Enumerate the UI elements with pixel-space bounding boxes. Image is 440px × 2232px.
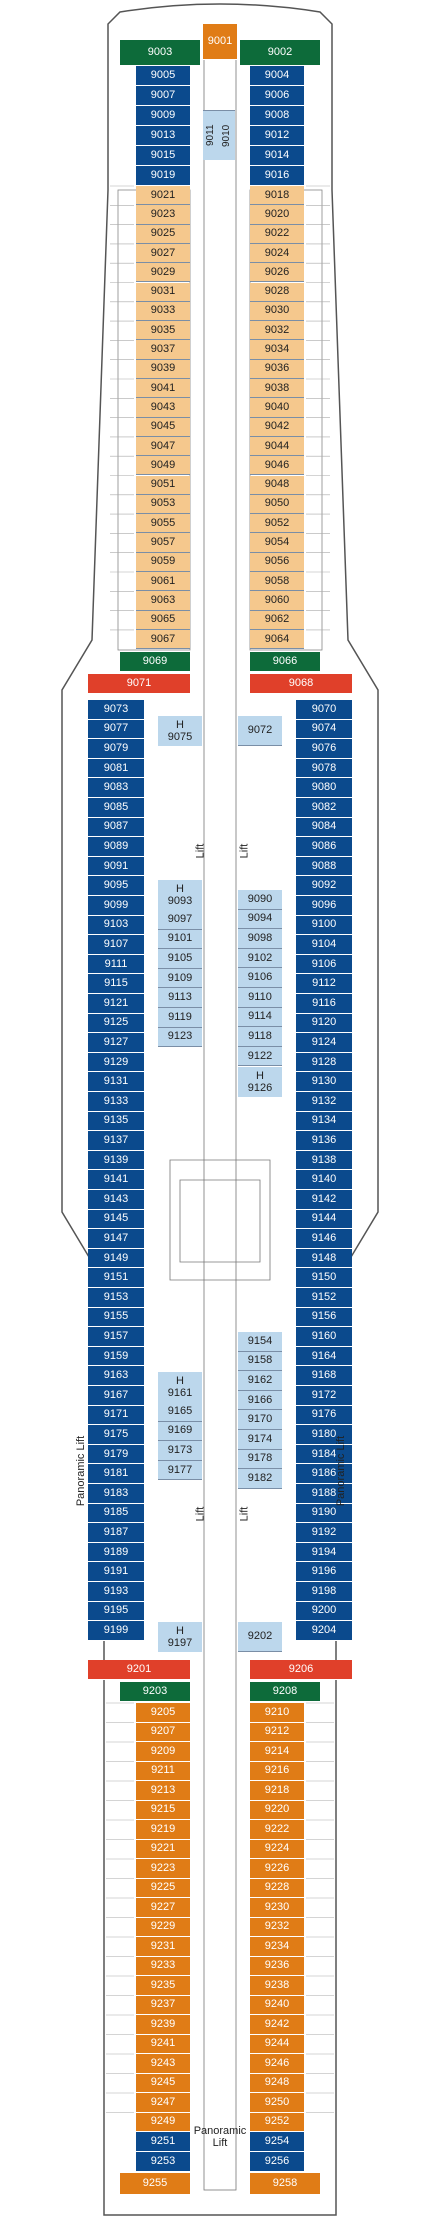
cabin[interactable]: 9012: [250, 126, 304, 146]
cabin[interactable]: 9124: [296, 1033, 352, 1053]
cabin[interactable]: 9033: [136, 302, 190, 321]
cabin[interactable]: 9091: [88, 857, 144, 877]
cabin[interactable]: 9096: [296, 896, 352, 916]
cabin[interactable]: 9133: [88, 1092, 144, 1112]
cabin[interactable]: 9048: [250, 476, 304, 495]
cabin[interactable]: 9004: [250, 66, 304, 86]
cabin[interactable]: 9123: [158, 1028, 202, 1048]
cabin[interactable]: 9027: [136, 244, 190, 263]
cabin[interactable]: 9221: [136, 1840, 190, 1860]
cabin[interactable]: 9114: [238, 1008, 282, 1028]
cabin[interactable]: 9230: [250, 1898, 304, 1918]
cabin[interactable]: 9019: [136, 166, 190, 186]
cabin[interactable]: 9039: [136, 360, 190, 379]
cabin[interactable]: 9173: [158, 1441, 202, 1461]
cabin[interactable]: 9144: [296, 1210, 352, 1230]
cabin[interactable]: 9077: [88, 720, 144, 740]
cabin[interactable]: 9208: [250, 1682, 320, 1702]
cabin[interactable]: 9097: [158, 910, 202, 930]
cabin[interactable]: 9205: [136, 1703, 190, 1723]
cabin[interactable]: 9002: [240, 40, 320, 66]
cabin[interactable]: 9118: [238, 1027, 282, 1047]
cabin-accessible[interactable]: [238, 1067, 282, 1097]
panoramic-lift-label-right: Panoramic Lift: [335, 1435, 348, 1507]
cabin[interactable]: 9189: [88, 1543, 144, 1563]
cabin-number: 9161: [167, 1387, 193, 1399]
cabin[interactable]: 9180: [296, 1425, 352, 1445]
cabin[interactable]: 9030: [250, 302, 304, 321]
cabin[interactable]: 9007: [136, 86, 190, 106]
cabin[interactable]: 9071: [88, 674, 190, 694]
cabin[interactable]: 9029: [136, 263, 190, 282]
cabin[interactable]: 9051: [136, 476, 190, 495]
cabin[interactable]: 9061: [136, 572, 190, 591]
cabin[interactable]: 9148: [296, 1249, 352, 1269]
cabin[interactable]: 9098: [238, 929, 282, 949]
cabin[interactable]: 9219: [136, 1820, 190, 1840]
cabin[interactable]: 9188: [296, 1484, 352, 1504]
cabin[interactable]: 9054: [250, 533, 304, 552]
cabin[interactable]: 9213: [136, 1781, 190, 1801]
cabin[interactable]: 9251: [136, 2132, 190, 2152]
cabin[interactable]: 9244: [250, 2035, 304, 2055]
cabin[interactable]: 9008: [250, 106, 304, 126]
cabin[interactable]: 9250: [250, 2093, 304, 2113]
cabin[interactable]: 9215: [136, 1801, 190, 1821]
cabin[interactable]: 9034: [250, 340, 304, 359]
cabin[interactable]: 9047: [136, 437, 190, 456]
cabin-accessible[interactable]: [158, 716, 202, 746]
cabin[interactable]: 9110: [238, 988, 282, 1008]
cabin[interactable]: 9202: [238, 1622, 282, 1652]
cabin[interactable]: 9069: [120, 652, 190, 672]
lift-label: Lift: [194, 1506, 207, 1522]
cabin[interactable]: 9140: [296, 1170, 352, 1190]
cabin[interactable]: 9199: [88, 1621, 144, 1641]
panoramic-lift-line2: Lift: [212, 2137, 228, 2149]
cabin[interactable]: 9218: [250, 1781, 304, 1801]
cabin[interactable]: 9016: [250, 166, 304, 186]
cabin[interactable]: 9253: [136, 2152, 190, 2172]
cabin[interactable]: 9222: [250, 1820, 304, 1840]
cabin[interactable]: 9147: [88, 1229, 144, 1249]
cabin[interactable]: 9225: [136, 1879, 190, 1899]
cabin[interactable]: 9153: [88, 1288, 144, 1308]
cabin[interactable]: 9192: [296, 1523, 352, 1543]
cabin[interactable]: 9125: [88, 1014, 144, 1034]
cabin[interactable]: 9167: [88, 1386, 144, 1406]
cabin[interactable]: 9143: [88, 1190, 144, 1210]
cabin[interactable]: 9164: [296, 1347, 352, 1367]
cabin[interactable]: 9178: [238, 1450, 282, 1470]
cabin[interactable]: 9160: [296, 1327, 352, 1347]
cabin[interactable]: 9159: [88, 1347, 144, 1367]
cabin[interactable]: 9201: [88, 1660, 190, 1680]
cabin[interactable]: 9082: [296, 798, 352, 818]
cabin[interactable]: 9024: [250, 244, 304, 263]
cabin-accessible[interactable]: [158, 880, 202, 910]
cabin[interactable]: 9102: [238, 949, 282, 969]
cabin[interactable]: 9241: [136, 2035, 190, 2055]
accessible-mark: H: [176, 1624, 184, 1637]
cabin[interactable]: 9229: [136, 1918, 190, 1938]
cabin[interactable]: 9087: [88, 818, 144, 838]
cabin[interactable]: 9031: [136, 283, 190, 302]
accessible-mark: H: [176, 718, 184, 731]
cabin[interactable]: 9115: [88, 974, 144, 994]
cabin[interactable]: 9010: [219, 110, 235, 160]
cabin[interactable]: 9130: [296, 1072, 352, 1092]
cabin[interactable]: 9157: [88, 1327, 144, 1347]
cabin[interactable]: 9050: [250, 495, 304, 514]
cabin[interactable]: 9136: [296, 1131, 352, 1151]
cabin[interactable]: 9057: [136, 533, 190, 552]
cabin[interactable]: 9116: [296, 994, 352, 1014]
cabin[interactable]: 9092: [296, 876, 352, 896]
cabin[interactable]: 9172: [296, 1386, 352, 1406]
cabin[interactable]: 9256: [250, 2152, 304, 2172]
cabin[interactable]: 9058: [250, 572, 304, 591]
cabin[interactable]: 9046: [250, 456, 304, 475]
cabin[interactable]: 9185: [88, 1504, 144, 1524]
cabin[interactable]: 9067: [136, 630, 190, 649]
cabin[interactable]: 9068: [250, 674, 352, 694]
cabin[interactable]: 9224: [250, 1840, 304, 1860]
cabin[interactable]: 9088: [296, 857, 352, 877]
cabin[interactable]: 9037: [136, 340, 190, 359]
cabin[interactable]: 9070: [296, 700, 352, 720]
cabin[interactable]: 9170: [238, 1410, 282, 1430]
cabin[interactable]: 9083: [88, 778, 144, 798]
cabin[interactable]: 9100: [296, 916, 352, 936]
cabin[interactable]: 9191: [88, 1562, 144, 1582]
cabin[interactable]: 9062: [250, 611, 304, 630]
cabin[interactable]: 9203: [120, 1682, 190, 1702]
cabin[interactable]: 9237: [136, 1996, 190, 2016]
cabin[interactable]: 9150: [296, 1268, 352, 1288]
cabin[interactable]: 9080: [296, 778, 352, 798]
cabin[interactable]: 9187: [88, 1523, 144, 1543]
cabin[interactable]: 9009: [136, 106, 190, 126]
cabin[interactable]: 9223: [136, 1859, 190, 1879]
cabin[interactable]: 9064: [250, 630, 304, 649]
cabin[interactable]: 9112: [296, 974, 352, 994]
cabin[interactable]: 9210: [250, 1703, 304, 1723]
cabin[interactable]: 9228: [250, 1879, 304, 1899]
cabin[interactable]: 9212: [250, 1723, 304, 1743]
cabin[interactable]: 9155: [88, 1308, 144, 1328]
cabin[interactable]: 9044: [250, 437, 304, 456]
cabin[interactable]: 9211: [136, 1762, 190, 1782]
panoramic-lift-label-left: Panoramic Lift: [75, 1435, 88, 1507]
lift-label: Lift: [238, 1506, 251, 1522]
cabin[interactable]: 9072: [238, 716, 282, 746]
cabin[interactable]: 9196: [296, 1562, 352, 1582]
cabin[interactable]: 9038: [250, 379, 304, 398]
accessible-mark: H: [256, 1069, 264, 1082]
cabin[interactable]: 9137: [88, 1131, 144, 1151]
cabin[interactable]: 9169: [158, 1422, 202, 1442]
cabin[interactable]: 9174: [238, 1430, 282, 1450]
cabin[interactable]: 9040: [250, 398, 304, 417]
cabin[interactable]: 9001: [203, 24, 237, 60]
cabin[interactable]: 9122: [238, 1047, 282, 1067]
cabin[interactable]: 9156: [296, 1308, 352, 1328]
cabin[interactable]: 9171: [88, 1406, 144, 1426]
cabin[interactable]: 9195: [88, 1602, 144, 1622]
cabin[interactable]: 9175: [88, 1425, 144, 1445]
cabin[interactable]: 9073: [88, 700, 144, 720]
cabin[interactable]: 9249: [136, 2113, 190, 2133]
cabin[interactable]: 9138: [296, 1151, 352, 1171]
cabin[interactable]: 9242: [250, 2015, 304, 2035]
central-corridor: [204, 40, 236, 2190]
cabin[interactable]: 9258: [250, 2173, 320, 2195]
cabin[interactable]: 9018: [250, 186, 304, 205]
cabin-accessible[interactable]: [158, 1372, 202, 1402]
cabin[interactable]: 9063: [136, 591, 190, 610]
cabin[interactable]: 9060: [250, 591, 304, 610]
cabin[interactable]: 9032: [250, 321, 304, 340]
cabin[interactable]: 9013: [136, 126, 190, 146]
cabin[interactable]: 9094: [238, 910, 282, 930]
cabin[interactable]: 9095: [88, 876, 144, 896]
cabin[interactable]: 9207: [136, 1723, 190, 1743]
cabin[interactable]: 9127: [88, 1033, 144, 1053]
cabin[interactable]: 9107: [88, 935, 144, 955]
cabin[interactable]: 9053: [136, 495, 190, 514]
cabin[interactable]: 9231: [136, 1937, 190, 1957]
cabin[interactable]: 9052: [250, 514, 304, 533]
cabin[interactable]: 9049: [136, 456, 190, 475]
cabin[interactable]: 9015: [136, 146, 190, 166]
cabin[interactable]: 9181: [88, 1464, 144, 1484]
accessible-mark: H: [176, 882, 184, 895]
cabin-number: 9075: [167, 731, 193, 743]
cabin[interactable]: 9134: [296, 1112, 352, 1132]
cabin[interactable]: 9245: [136, 2074, 190, 2094]
cabin[interactable]: 9129: [88, 1053, 144, 1073]
panoramic-lift-line1: Panoramic: [193, 2124, 247, 2137]
cabin[interactable]: 9065: [136, 611, 190, 630]
cabin[interactable]: 9109: [158, 969, 202, 989]
cabin[interactable]: 9238: [250, 1976, 304, 1996]
cabin[interactable]: 9151: [88, 1268, 144, 1288]
cabin[interactable]: 9045: [136, 418, 190, 437]
cabin[interactable]: 9106: [296, 955, 352, 975]
cabin[interactable]: 9086: [296, 837, 352, 857]
cabin[interactable]: 9177: [158, 1461, 202, 1481]
cabin[interactable]: 9227: [136, 1898, 190, 1918]
cabin[interactable]: 9232: [250, 1918, 304, 1938]
cabin[interactable]: 9103: [88, 916, 144, 936]
cabin[interactable]: 9168: [296, 1366, 352, 1386]
cabin[interactable]: 9105: [158, 949, 202, 969]
cabin[interactable]: 9193: [88, 1582, 144, 1602]
cabin[interactable]: 9176: [296, 1406, 352, 1426]
cabin[interactable]: 9234: [250, 1937, 304, 1957]
cabin[interactable]: 9074: [296, 720, 352, 740]
cabin[interactable]: 9121: [88, 994, 144, 1014]
cabin[interactable]: 9141: [88, 1170, 144, 1190]
cabin[interactable]: 9246: [250, 2054, 304, 2074]
cabin[interactable]: 9132: [296, 1092, 352, 1112]
cabin[interactable]: 9081: [88, 759, 144, 779]
cabin[interactable]: 9216: [250, 1762, 304, 1782]
cabin[interactable]: 9236: [250, 1957, 304, 1977]
cabin[interactable]: 9135: [88, 1112, 144, 1132]
cabin[interactable]: 9025: [136, 225, 190, 244]
cabin[interactable]: 9021: [136, 186, 190, 205]
cabin[interactable]: 9006: [250, 86, 304, 106]
cabin[interactable]: 9113: [158, 988, 202, 1008]
cabin[interactable]: 9179: [88, 1445, 144, 1465]
cabin[interactable]: 9079: [88, 739, 144, 759]
cabin[interactable]: 9131: [88, 1072, 144, 1092]
cabin[interactable]: 9165: [158, 1402, 202, 1422]
cabin-accessible[interactable]: [158, 1622, 202, 1652]
cabin[interactable]: 9204: [296, 1621, 352, 1641]
cabin[interactable]: 9154: [238, 1332, 282, 1352]
cabin[interactable]: 9142: [296, 1190, 352, 1210]
cabin[interactable]: 9106: [238, 968, 282, 988]
cabin[interactable]: 9090: [238, 890, 282, 910]
cabin[interactable]: 9209: [136, 1742, 190, 1762]
cabin[interactable]: 9200: [296, 1602, 352, 1622]
cabin[interactable]: 9239: [136, 2015, 190, 2035]
cabin[interactable]: 9183: [88, 1484, 144, 1504]
cabin[interactable]: 9206: [250, 1660, 352, 1680]
cabin[interactable]: 9254: [250, 2132, 304, 2152]
cabin[interactable]: 9022: [250, 225, 304, 244]
cabin[interactable]: 9220: [250, 1801, 304, 1821]
cabin[interactable]: 9120: [296, 1014, 352, 1034]
cabin-number: 9093: [167, 895, 193, 907]
cabin[interactable]: 9076: [296, 739, 352, 759]
lift-label: Lift: [238, 843, 251, 859]
cabin[interactable]: 9158: [238, 1352, 282, 1372]
cabin[interactable]: 9059: [136, 553, 190, 572]
cabin[interactable]: 9226: [250, 1859, 304, 1879]
cabin[interactable]: 9190: [296, 1504, 352, 1524]
cabin[interactable]: 9111: [88, 955, 144, 975]
cabin-number: 9126: [247, 1082, 273, 1094]
cabin[interactable]: 9089: [88, 837, 144, 857]
cabin[interactable]: 9035: [136, 321, 190, 340]
cabin[interactable]: 9023: [136, 205, 190, 224]
cabin[interactable]: 9243: [136, 2054, 190, 2074]
cabin[interactable]: 9104: [296, 935, 352, 955]
cabin[interactable]: 9152: [296, 1288, 352, 1308]
cabin[interactable]: 9198: [296, 1582, 352, 1602]
cabin[interactable]: 9149: [88, 1249, 144, 1269]
cabin[interactable]: 9036: [250, 360, 304, 379]
cabin[interactable]: 9235: [136, 1976, 190, 1996]
cabin[interactable]: 9066: [250, 652, 320, 672]
cabin[interactable]: 9233: [136, 1957, 190, 1977]
cabin[interactable]: 9084: [296, 818, 352, 838]
panoramic-lift-aft: [192, 2120, 248, 2154]
cabin[interactable]: 9020: [250, 205, 304, 224]
cabin[interactable]: 9194: [296, 1543, 352, 1563]
cabin[interactable]: 9101: [158, 930, 202, 950]
cabin[interactable]: 9026: [250, 263, 304, 282]
cabin[interactable]: 9119: [158, 1008, 202, 1028]
cabin[interactable]: 9139: [88, 1151, 144, 1171]
cabin[interactable]: 9055: [136, 514, 190, 533]
cabin[interactable]: 9042: [250, 418, 304, 437]
cabin[interactable]: 9078: [296, 759, 352, 779]
cabin[interactable]: 9182: [238, 1469, 282, 1489]
cabin[interactable]: 9145: [88, 1210, 144, 1230]
lift-label: Lift: [194, 843, 207, 859]
cabin[interactable]: 9056: [250, 553, 304, 572]
cabin[interactable]: 9005: [136, 66, 190, 86]
cabin[interactable]: 9099: [88, 896, 144, 916]
cabin[interactable]: 9085: [88, 798, 144, 818]
cabin-number: 9197: [167, 1637, 193, 1649]
cabin[interactable]: 9162: [238, 1371, 282, 1391]
cabin[interactable]: 9043: [136, 398, 190, 417]
cabin[interactable]: 9041: [136, 379, 190, 398]
cabin[interactable]: 9186: [296, 1464, 352, 1484]
cabin[interactable]: 9166: [238, 1391, 282, 1411]
cabin[interactable]: 9214: [250, 1742, 304, 1762]
cabin[interactable]: 9252: [250, 2113, 304, 2133]
cabin[interactable]: 9028: [250, 283, 304, 302]
cabin[interactable]: 9128: [296, 1053, 352, 1073]
cabin[interactable]: 9247: [136, 2093, 190, 2113]
cabin[interactable]: 9248: [250, 2074, 304, 2094]
cabin[interactable]: 9011: [203, 110, 219, 160]
cabin[interactable]: 9014: [250, 146, 304, 166]
cabin[interactable]: 9255: [120, 2173, 190, 2195]
accessible-mark: H: [176, 1374, 184, 1387]
cabin[interactable]: 9184: [296, 1445, 352, 1465]
cabin[interactable]: 9163: [88, 1366, 144, 1386]
cabin[interactable]: 9240: [250, 1996, 304, 2016]
cabin[interactable]: 9003: [120, 40, 200, 66]
cabin[interactable]: 9146: [296, 1229, 352, 1249]
